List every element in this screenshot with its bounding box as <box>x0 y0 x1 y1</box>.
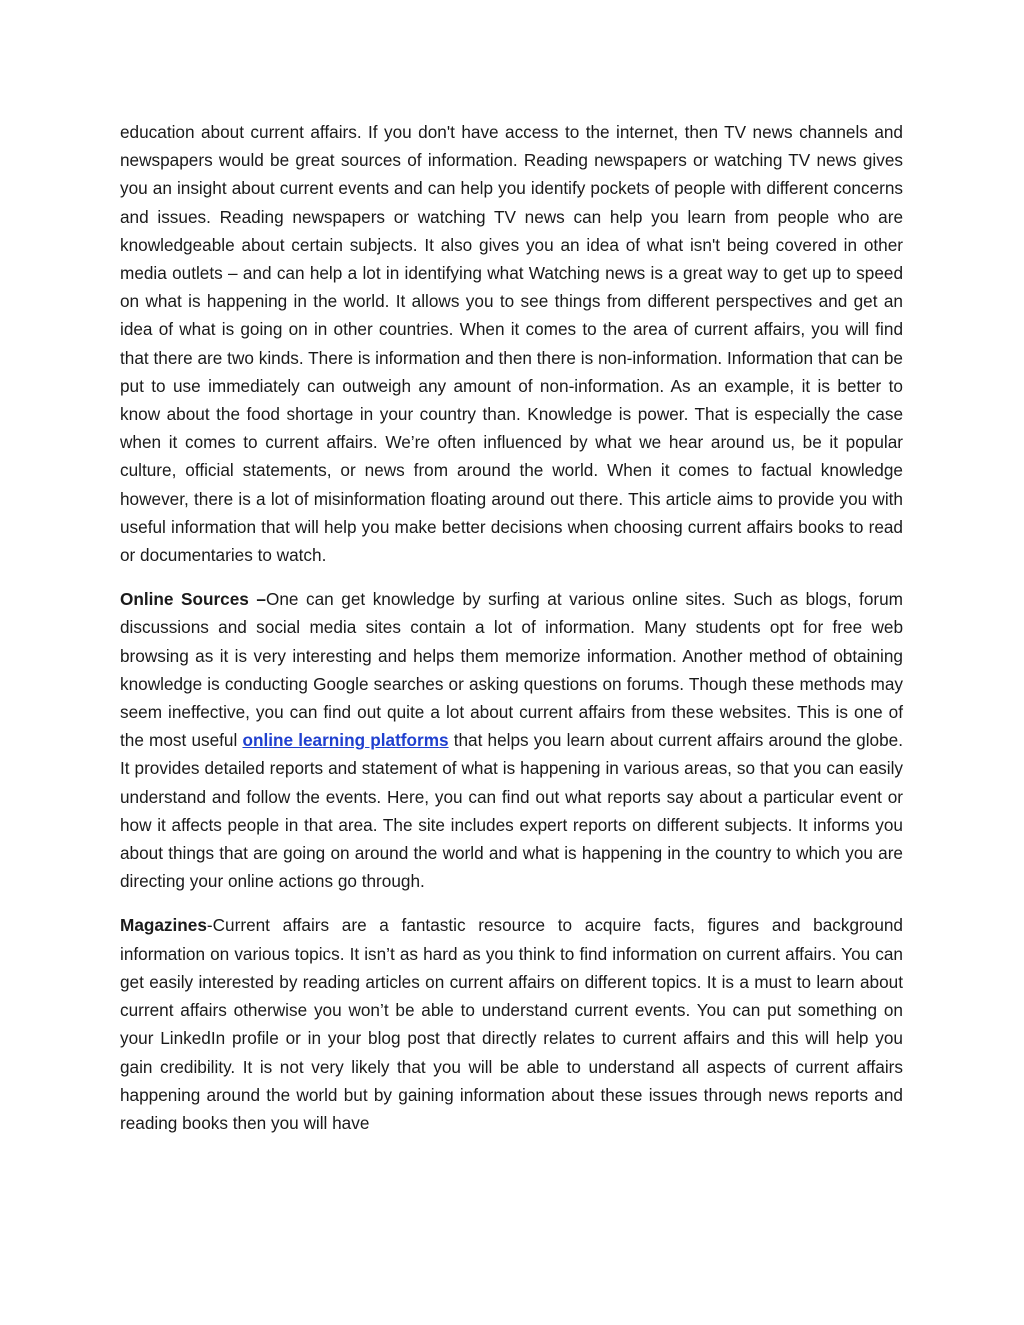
paragraph-online-sources <box>120 585 903 895</box>
online-sources-text-before-link: One can get knowledge by surfing at various online sites. Such as blogs, forum discussions and social media sites contain a lot of information. Many students opt for free web browsing as it is very interesting and helps them memorize information. Another method of obtaining knowledge is conducting Google searches or asking questions on forums. Though these methods may seem ineffective, you can find out quite a lot about current affairs from these websites. This is one of the most useful <box>120 589 903 751</box>
magazines-heading: Magazines <box>120 915 207 936</box>
paragraph-intro-text: education about current affairs. If you don't have access to the internet, then TV news channels and newspapers would be great sources of information. Reading newspapers or watching TV news gives you an insight about current events and can help you identify pockets of people with different concerns and issues. Reading newspapers or watching TV news can help you learn from people who are knowledgeable about certain subjects. It also gives you an idea of what isn't being covered in other media outlets – and can help a lot in identifying what Watching news is a great way to get up to speed on what is happening in the world. It allows you to see things from different perspectives and get an idea of what is going on in other countries. When it comes to the area of current affairs, you will find that there are two kinds. There is information and then there is non-information. Information that can be put to use immediately can outweigh any amount of non-information. As an example, it is better to know about the food shortage in your country than. Knowledge is power. That is especially the case when it comes to current affairs. We’re often influenced by what we hear around us, be it popular culture, official statements, or news from around the world. When it comes to factual knowledge however, there is a lot of misinformation floating around out there. This article aims to provide you with useful information that will help you make better decisions when choosing current affairs books to read or documentaries to watch. <box>120 122 903 566</box>
online-learning-platforms-link[interactable]: online learning platforms <box>242 730 449 751</box>
online-sources-heading: Online Sources – <box>120 589 266 610</box>
paragraph-intro <box>120 118 903 569</box>
paragraph-magazines <box>120 911 903 1137</box>
magazines-text: -Current affairs are a fantastic resource to acquire facts, figures and background information on various topics. It isn’t as hard as you think to find information on current affairs. You can get easily interested by reading articles on current affairs on different topics. It is a must to learn about current affairs otherwise you won’t be able to understand current events. You can put something on your LinkedIn profile or in your blog post that directly relates to current affairs and this will help you gain credibility. It is not very likely that you will be able to understand all aspects of current affairs happening around the world but by gaining information about these issues through news reports and reading books then you will have <box>120 915 903 1133</box>
document-page <box>120 118 903 1153</box>
online-sources-text-after-link: that helps you learn about current affairs around the globe. It provides detailed reports and statement of what is happening in various areas, so that you can easily understand and follow the events. Here, you can find out what reports say about a particular event or how it affects people in that area. The site includes expert reports on different subjects. It informs you about things that are going on around the world and what is happening in the country to which you are directing your online actions go through. <box>120 730 903 892</box>
